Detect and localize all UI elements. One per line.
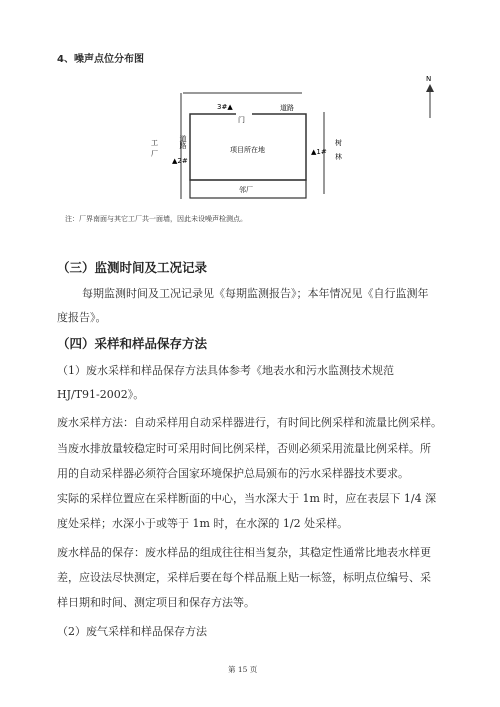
body-line: 样日期和时间、测定项目和保存方法等。	[57, 596, 255, 609]
factory-left-label-2: 厂	[151, 150, 158, 158]
page-number: 第 15 页	[228, 665, 258, 674]
center-label: 项目所在地	[230, 146, 265, 154]
body-line: HJ/T91-2002》。	[57, 388, 145, 401]
point-3-label: 3#▲	[217, 103, 233, 111]
section-heading-noise-map: 4、噪声点位分布图	[57, 54, 144, 65]
body-line: 废水样品的保存：废水样品的组成往往相当复杂，其稳定性通常比地表水样更	[57, 546, 431, 559]
body-line: 当废水排放量较稳定时可采用时间比例采样，否则必须采用流量比例采样。所	[57, 442, 431, 455]
section-4-title: （四）采样和样品保存方法	[57, 336, 208, 351]
neighbor-label: 邻厂	[239, 186, 253, 194]
section-3-paragraph-line-1: 每期监测时间及工况记录见《每期监测报告》；本年情况见《自行监测年	[82, 287, 429, 300]
map-note: 注：厂界南面与其它工厂共一面墙，因此未设噪声检测点。	[65, 215, 247, 223]
body-line: 废水采样方法：自动采样用自动采样器进行，有时间比例采样和流量比例采样。	[57, 416, 442, 429]
noise-point-map	[0, 0, 500, 230]
woods-label-2: 林	[335, 153, 342, 161]
section-3-paragraph-line-2: 度报告》。	[57, 311, 107, 324]
section-3-title: （三）监测时间及工况记录	[57, 260, 208, 275]
body-line: （1）废水采样和样品保存方法具体参考《地表水和污水监测技术规范	[57, 364, 394, 377]
woods-label-1: 树	[335, 139, 342, 147]
point-1-label: ▲1#	[311, 148, 327, 156]
body-line: 实际的采样位置应在采样断面的中心，当水深大于 1m 时，应在表层下 1/4 深	[57, 492, 437, 505]
point-2-label: ▲2#	[172, 157, 188, 165]
body-line: 用的自动采样器必须符合国家环境保护总局颁布的污水采样器技术要求。	[57, 467, 409, 480]
body-line: 差，应设法尽快测定，采样后要在每个样品瓶上贴一标签，标明点位编号、采	[57, 571, 431, 584]
body-line: 度处采样；水深小于或等于 1m 时，在水深的 1/2 处采样。	[57, 517, 349, 530]
road-top-label: 道路	[280, 104, 294, 112]
factory-left-label-1: 工	[151, 139, 158, 147]
north-label: N	[426, 75, 432, 83]
north-arrow-head	[426, 84, 434, 92]
road-left-label: 道路	[179, 135, 187, 149]
body-line: （2）废气采样和样品保存方法	[57, 625, 207, 638]
gate-label: 门	[238, 116, 245, 124]
